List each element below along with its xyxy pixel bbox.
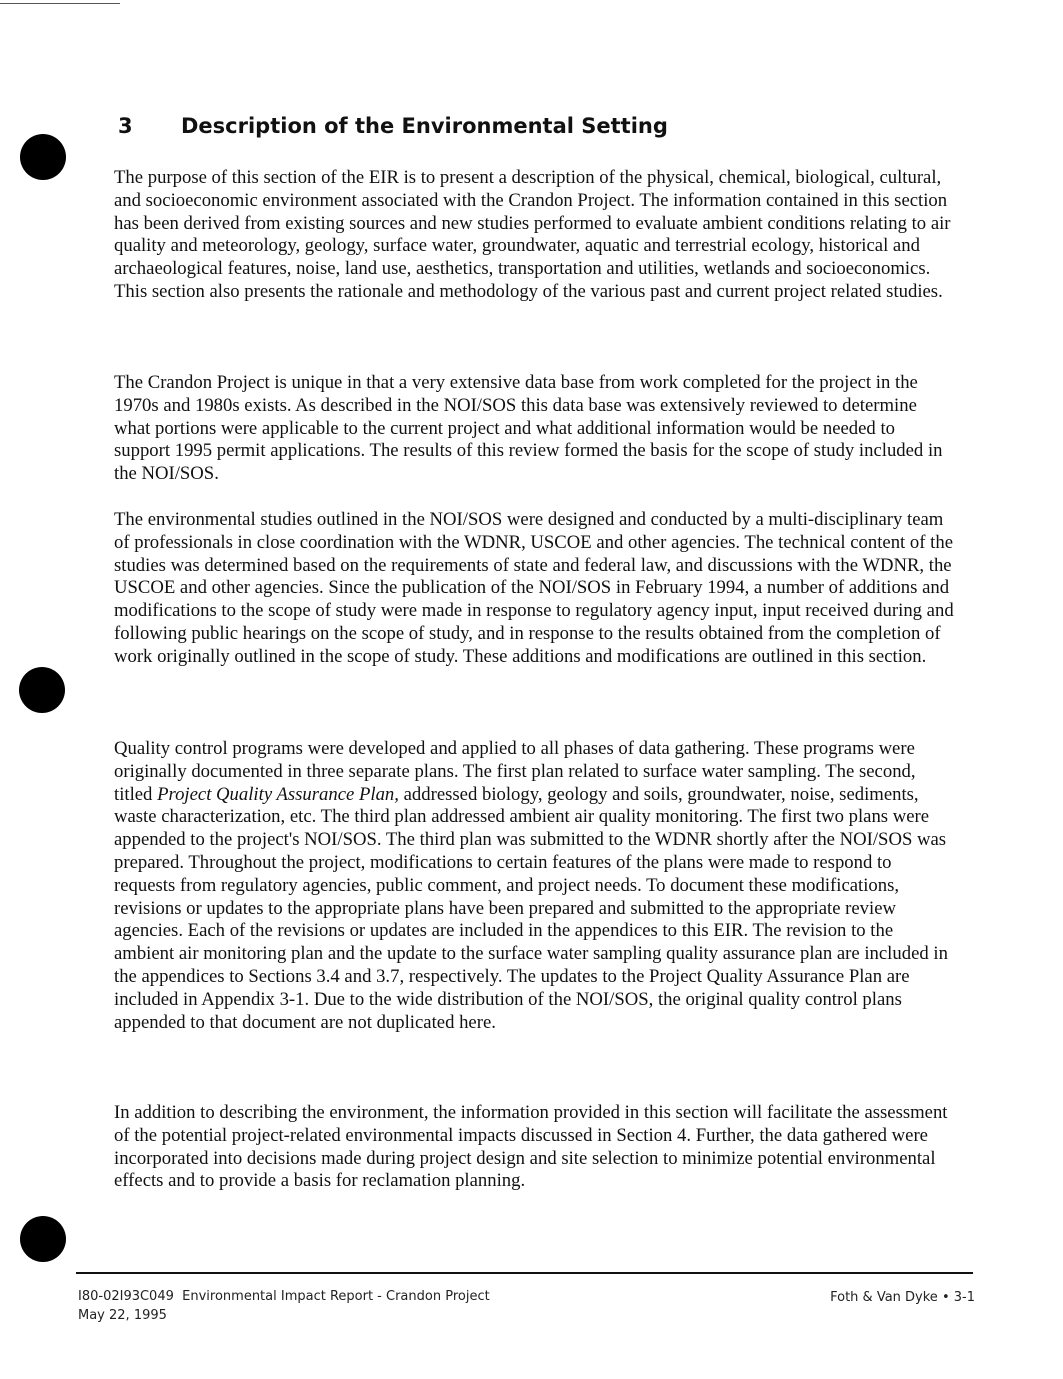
binder-hole-middle <box>19 667 65 713</box>
section-number: 3 <box>118 114 133 138</box>
paragraph-crandon-project: The Crandon Project is unique in that a very extensive data base from work completed for the project in the 1970s and 1980s exists. As described in the NOI/SOS this data base was extensively reviewed to determine what portions were applicable to the current project and what additional information would be needed to support 1995 permit applications. The results of this review formed the basis for the scope of study included in the NOI/SOS. <box>114 372 943 485</box>
footer-doc-id: I80-02I93C049 <box>78 1289 174 1304</box>
footer-doc-title: Environmental Impact Report - Crandon Project <box>182 1289 490 1304</box>
page-number: 3-1 <box>953 1290 975 1305</box>
paragraph-purpose: The purpose of this section of the EIR is to present a description of the physical, chemical, biological, cultural, and socioeconomic environment associated with the Crandon Project. The information contained in this section has been derived from existing sources and new studies performed to evaluate ambient conditions relating to air quality and meteorology, geology, surface water, groundwater, aquatic and terrestrial ecology, historical and archaeological features, noise, land use, aesthetics, transportation and utilities, wetlands and socioeconomics. This section also presents the rationale and methodology of the various past and current project related studies. <box>114 167 951 302</box>
paragraph-quality-control <box>114 738 954 1034</box>
footer-bullet: • <box>941 1290 950 1305</box>
binder-hole-top <box>20 134 66 180</box>
top-edge-rule <box>0 3 120 4</box>
paragraph-conclusion: In addition to describing the environment, the information provided in this section will facilitate the assessment of the potential project-related environmental impacts discussed in Section 4. Further, the data gathered were incorporated into decisions made during project design and site selection to minimize potential environmental effects and to provide a basis for reclamation planning. <box>114 1102 948 1192</box>
footer-right <box>830 1290 975 1305</box>
quality-plan-title: Project Quality Assurance Plan, <box>157 783 399 805</box>
section-title: Description of the Environmental Setting <box>181 114 668 138</box>
quality-text-end: addressed biology, geology and soils, groundwater, noise, sediments, waste characterization, etc. The third plan addressed ambient air quality monitoring. The first two plans were appended to the project's NOI/SOS. The third plan was submitted to the WDNR shortly after the NOI/SOS was prepared. Throughout the project, modifications to certain features of the plans were made to respond to requests from regulatory agencies, public comment, and project needs. To document these modifications, revisions or updates to the appropriate plans have been prepared and submitted to the appropriate review agencies. Each of the revisions or updates are included in the appendices to this EIR. The revision to the ambient air monitoring plan and the update to the surface water sampling quality assurance plan are included in the appendices to Sections 3.4 and 3.7, respectively. The updates to the Project Quality Assurance Plan are included in Appendix 3-1. Due to the wide distribution of the NOI/SOS, the original quality control plans appended to that document are not duplicated here. <box>114 783 948 1033</box>
footer-left <box>78 1287 490 1325</box>
footer-firm: Foth & Van Dyke <box>830 1290 938 1305</box>
section-heading <box>118 114 668 138</box>
footer-date: May 22, 1995 <box>78 1308 167 1323</box>
footer-document-line <box>78 1287 490 1306</box>
binder-hole-bottom <box>20 1216 66 1262</box>
quality-text-start: Quality control programs were developed and applied to all phases of data gathering. These programs were originally documented in three separate plans. The first plan related to surface water sampling. The second, titled <box>114 738 916 805</box>
paragraph-environmental-studies: The environmental studies outlined in the NOI/SOS were designed and conducted by a multi-disciplinary team of professionals in close coordination with the WDNR, USCOE and other agencies. The technical content of the studies was determined based on the requirements of state and federal law, and discussions with the WDNR, the USCOE and other agencies. Since the publication of the NOI/SOS in February 1994, a number of additions and modifications to the scope of study were made in response to regulatory agency input, input received during and following public hearings on the scope of study, and in response to the results obtained from the completion of work originally outlined in the scope of study. These additions and modifications are outlined in this section. <box>114 509 954 667</box>
footer-rule <box>76 1272 973 1274</box>
